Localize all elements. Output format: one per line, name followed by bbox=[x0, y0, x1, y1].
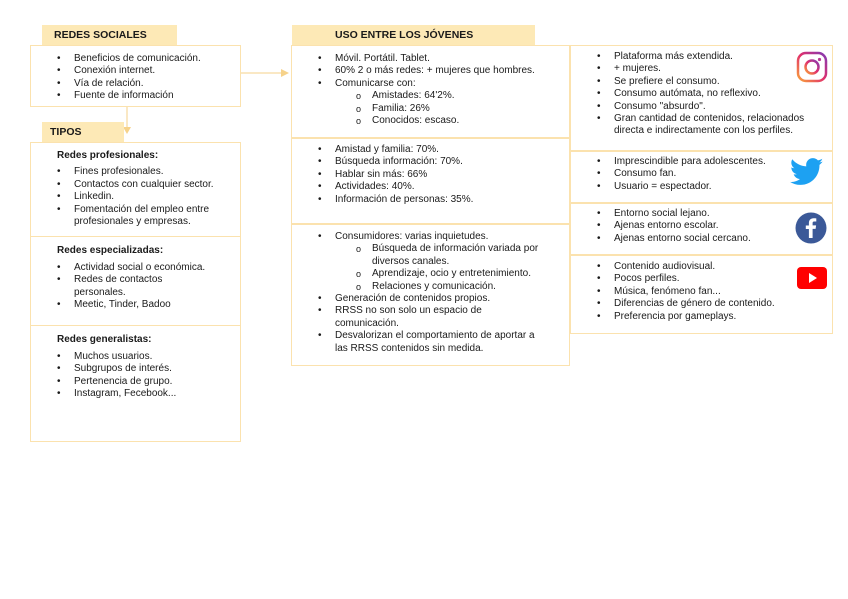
tipos-box bbox=[30, 142, 241, 442]
tipos-header bbox=[42, 122, 124, 142]
list-item: • 60% 2 o más redes: + mujeres que hombres. bbox=[292, 65, 569, 77]
list-item: • Comunicarse con: bbox=[292, 78, 569, 90]
list-item-continuation: profesionales y empresas. bbox=[74, 216, 191, 228]
list-item: • Vía de relación. bbox=[31, 78, 240, 90]
uso-box-1 bbox=[291, 45, 570, 138]
list-item: • Muchos usuarios. bbox=[31, 351, 240, 363]
list-item: • Beneficios de comunicación. bbox=[31, 53, 240, 65]
list-item: • Fuente de información bbox=[31, 90, 240, 102]
list-item: • Linkedin. bbox=[31, 191, 240, 203]
list-item: • Consumo autómata, no reflexivo. bbox=[571, 88, 832, 100]
list-item-continuation: las RRSS contenidos sin medida. bbox=[335, 342, 484, 354]
list-item: • Hablar sin más: 66% bbox=[292, 169, 569, 181]
sub-list-item: o Familia: 26% bbox=[292, 103, 569, 115]
list-item: • Generación de contenidos propios. bbox=[292, 293, 569, 305]
tipos-title: TIPOS bbox=[50, 126, 82, 138]
facebook-icon bbox=[795, 212, 827, 244]
arrow-right-connector bbox=[241, 66, 291, 80]
redes-sociales-header bbox=[42, 25, 177, 45]
list-item: • Se prefiere el consumo. bbox=[571, 76, 832, 88]
list-item: • Diferencias de género de contenido. bbox=[571, 298, 832, 310]
list-item: • Gran cantidad de contenidos, relacionados bbox=[571, 113, 832, 125]
list-item-continuation: directa e indirectamente con los perfiles. bbox=[614, 125, 793, 137]
group-title: Redes profesionales: bbox=[57, 150, 159, 161]
sub-list-item: o Aprendizaje, ocio y entretenimiento. bbox=[292, 268, 569, 280]
list-item: • Ajenas entorno escolar. bbox=[571, 220, 832, 232]
list-item: • Ajenas entorno social cercano. bbox=[571, 233, 832, 245]
list-item: • Información de personas: 35%. bbox=[292, 194, 569, 206]
tipos-group-generalistas bbox=[31, 334, 240, 400]
list-item: • Consumidores: varias inquietudes. bbox=[292, 231, 569, 243]
list-item: • Móvil. Portátil. Tablet. bbox=[292, 53, 569, 65]
list-item: • RRSS no son solo un espacio de bbox=[292, 305, 569, 317]
list-item: • Amistad y familia: 70%. bbox=[292, 144, 569, 156]
redes-sociales-box bbox=[30, 45, 241, 107]
list-item: • Búsqueda información: 70%. bbox=[292, 156, 569, 168]
list-item: • Consumo "absurdo". bbox=[571, 101, 832, 113]
youtube-box bbox=[570, 255, 833, 334]
list-item-continuation: comunicación. bbox=[335, 317, 399, 329]
list-item: • Meetic, Tinder, Badoo bbox=[31, 299, 240, 311]
list-item: • Fomentación del empleo entre bbox=[31, 204, 240, 216]
uso-box-2 bbox=[291, 138, 570, 224]
list-item: • Pertenencia de grupo. bbox=[31, 376, 240, 388]
list-item-continuation: personales. bbox=[74, 286, 126, 298]
list-item: • Imprescindible para adolescentes. bbox=[571, 156, 832, 168]
list-item: • Plataforma más extendida. bbox=[571, 51, 832, 63]
list-item: • Contenido audiovisual. bbox=[571, 261, 832, 273]
tipos-group-profesionales bbox=[31, 150, 240, 228]
list-item: • Música, fenómeno fan... bbox=[571, 286, 832, 298]
list-item: • Consumo fan. bbox=[571, 168, 832, 180]
uso-header bbox=[292, 25, 535, 45]
list-item: • Usuario = espectador. bbox=[571, 181, 832, 193]
uso-box-3 bbox=[291, 224, 570, 366]
uso-title: USO ENTRE LOS JÓVENES bbox=[335, 29, 474, 41]
twitter-icon bbox=[790, 158, 824, 186]
list-item: • Subgrupos de interés. bbox=[31, 363, 240, 375]
list-item: • Instagram, Fecebook... bbox=[31, 388, 240, 400]
sub-list-item: o Amistades: 64'2%. bbox=[292, 90, 569, 102]
instagram-icon bbox=[796, 51, 828, 83]
list-item: • Entorno social lejano. bbox=[571, 208, 832, 220]
redes-sociales-title: REDES SOCIALES bbox=[54, 29, 147, 41]
list-item: • Fines profesionales. bbox=[31, 166, 240, 178]
list-item: • Redes de contactos bbox=[31, 274, 240, 286]
list-item: • Actividad social o económica. bbox=[31, 262, 240, 274]
sub-list-item: o Conocidos: escaso. bbox=[292, 115, 569, 127]
sub-list-item: o Búsqueda de información variada por bbox=[292, 243, 569, 255]
youtube-icon bbox=[797, 267, 827, 289]
list-item: • Contactos con cualquier sector. bbox=[31, 179, 240, 191]
group-title: Redes generalistas: bbox=[57, 334, 152, 346]
list-item: • + mujeres. bbox=[571, 63, 832, 75]
list-item: • Pocos perfiles. bbox=[571, 273, 832, 285]
facebook-box bbox=[570, 203, 833, 255]
list-item: • Conexión internet. bbox=[31, 65, 240, 77]
sub-list-item-continuation: diversos canales. bbox=[372, 255, 450, 267]
list-item: • Actividades: 40%. bbox=[292, 181, 569, 193]
tipos-group-especializadas bbox=[31, 245, 240, 311]
list-item: • Desvalorizan el comportamiento de aportar a bbox=[292, 330, 569, 342]
sub-list-item: o Relaciones y comunicación. bbox=[292, 281, 569, 293]
list-item: • Preferencia por gameplays. bbox=[571, 311, 832, 323]
group-title: Redes especializadas: bbox=[57, 245, 164, 257]
instagram-box bbox=[570, 45, 833, 151]
